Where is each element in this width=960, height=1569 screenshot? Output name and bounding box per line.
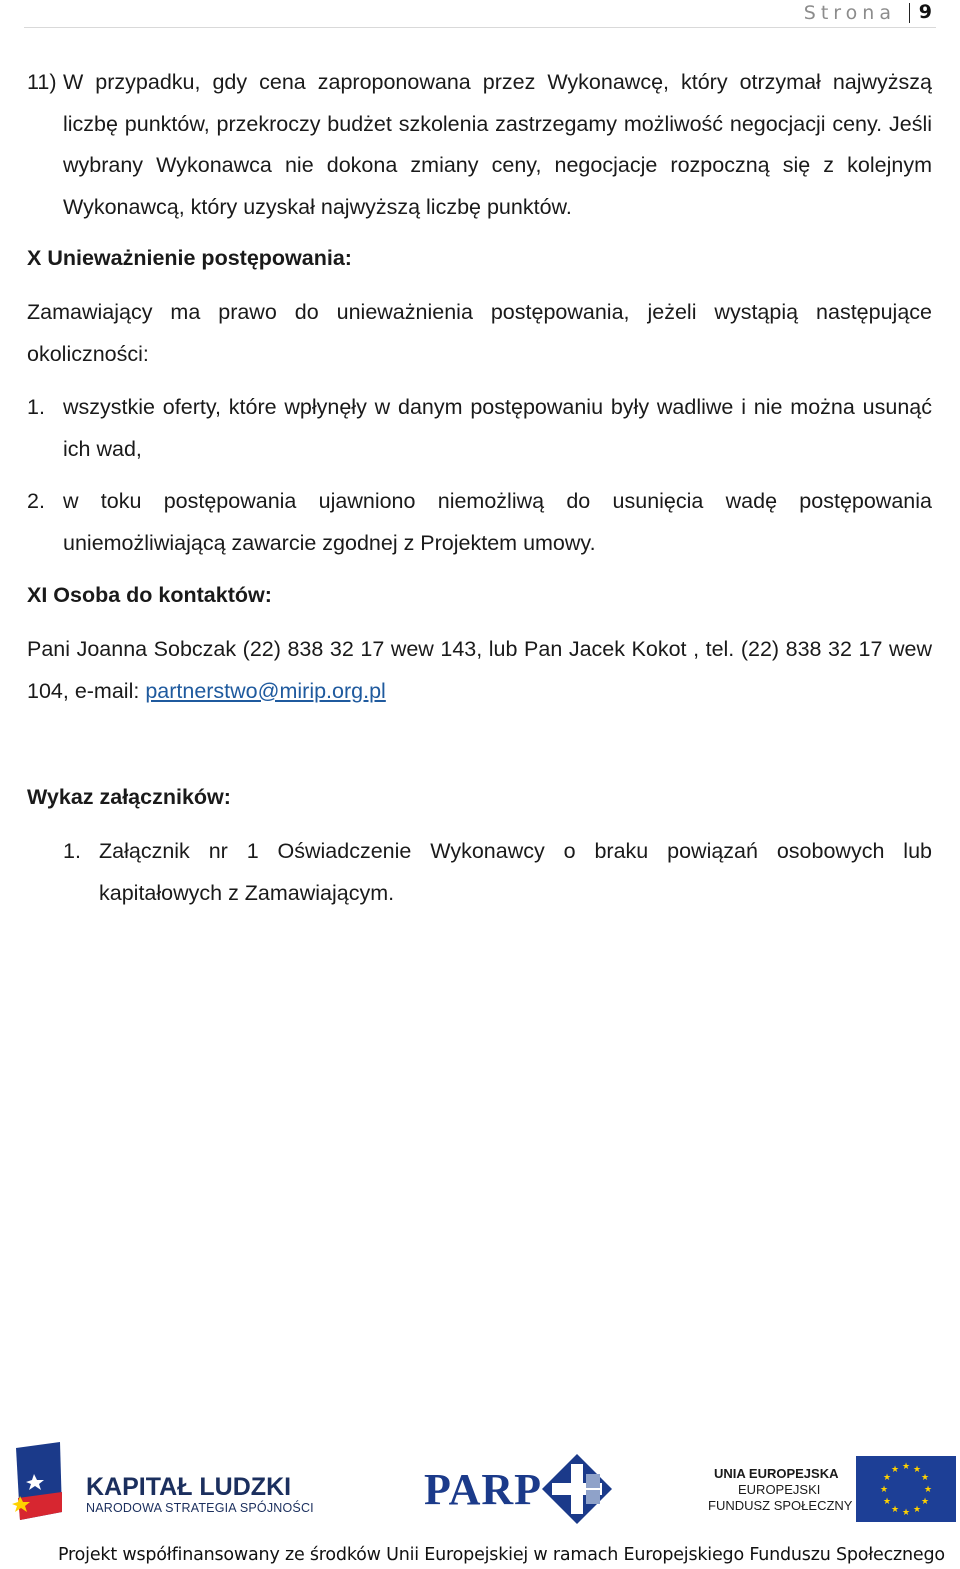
section-11-text: W przypadku, gdy cena zaproponowana przez Wykonawcę, który otrzymał najwyższą liczbę punktów, przekroczy budżet szkolenia zastrzegamy możliwość negocjacji ceny. Jeśli wybrany Wykonawca nie dokona zmiany ceny, negocjacje rozpoczną się z kolejnym Wykonawcą, który uzyskał najwyższą liczbę punktów. (63, 70, 932, 219)
page-separator (909, 3, 910, 23)
svg-text:★: ★ (882, 1473, 892, 1483)
svg-text:★: ★ (912, 1505, 922, 1515)
attachment-text: Załącznik nr 1 Oświadczenie Wykonawcy o braku powiązań osobowych lub kapitałowych z Zamawiającym. (99, 839, 932, 905)
section-11-paragraph (27, 62, 932, 228)
list-item (27, 481, 932, 564)
attachment-number: 1. (63, 839, 81, 863)
svg-text:★: ★ (901, 1508, 911, 1518)
svg-text:★: ★ (882, 1497, 892, 1507)
eu-line-3: FUNDUSZ SPOŁECZNY (708, 1498, 853, 1513)
contact-paragraph (27, 629, 932, 712)
list-item-number: 2. (27, 489, 45, 513)
attachment-paragraph (63, 831, 932, 914)
page-label: Strona (803, 2, 896, 24)
eu-flag-icon (856, 1456, 956, 1522)
email-link[interactable]: partnerstwo@mirip.org.pl (145, 678, 386, 703)
svg-text:★: ★ (920, 1473, 930, 1483)
page-header (24, 0, 936, 28)
list-item-text: wszystkie oferty, które wpłynęły w danym postępowaniu były wadliwe i nie można usunąć ich wad, (63, 395, 932, 461)
footer (0, 1440, 960, 1569)
svg-text:★: ★ (890, 1465, 900, 1475)
list-item-text: w toku postępowania ujawniono niemożliwą do usunięcia wadę postępowania uniemożliwiającą zawarcie zgodnej z Projektem umowy. (63, 489, 932, 555)
section-x-intro-text: Zamawiający ma prawo do unieważnienia postępowania, jeżeli wystąpią następujące okoliczności: (27, 300, 932, 366)
svg-text:★: ★ (912, 1465, 922, 1475)
section-x-heading: X Unieważnienie postępowania: (27, 246, 352, 270)
list-item-paragraph (27, 481, 932, 564)
attachment-item (63, 831, 932, 914)
list-item-number: 1. (27, 395, 45, 419)
footer-caption: Projekt współfinansowany ze środków Unii Europejskiej w ramach Europejskiego Funduszu Społecznego (58, 1545, 945, 1565)
parp-logo-icon (542, 1454, 612, 1524)
svg-text:★: ★ (879, 1485, 889, 1495)
svg-text:★: ★ (901, 1462, 911, 1472)
kapital-ludzki-logo-icon (4, 1442, 84, 1534)
kapital-ludzki-subtitle: NARODOWA STRATEGIA SPÓJNOŚCI (86, 1501, 314, 1515)
list-item-paragraph (27, 387, 932, 470)
section-11-number: 11) (27, 70, 57, 94)
parp-logo-text: PARP (424, 1465, 543, 1514)
section-11 (27, 62, 932, 228)
section-xi-heading: XI Osoba do kontaktów: (27, 583, 272, 607)
svg-text:★: ★ (920, 1497, 930, 1507)
svg-text:★: ★ (890, 1505, 900, 1515)
section-xi-contact (27, 629, 932, 712)
eu-line-2: EUROPEJSKI (738, 1482, 821, 1497)
kapital-ludzki-title: KAPITAŁ LUDZKI (86, 1473, 292, 1501)
list-item (27, 387, 932, 470)
attachments-heading: Wykaz załączników: (27, 785, 231, 809)
page-number: 9 (918, 1, 932, 23)
contact-text: Pani Joanna Sobczak (22) 838 32 17 wew 143, lub Pan Jacek Kokot , tel. (22) 838 32 17 wew 104, e-mail: (27, 637, 932, 703)
section-x-intro (27, 292, 932, 375)
svg-text:★: ★ (923, 1485, 933, 1495)
eu-line-1: UNIA EUROPEJSKA (714, 1466, 839, 1481)
